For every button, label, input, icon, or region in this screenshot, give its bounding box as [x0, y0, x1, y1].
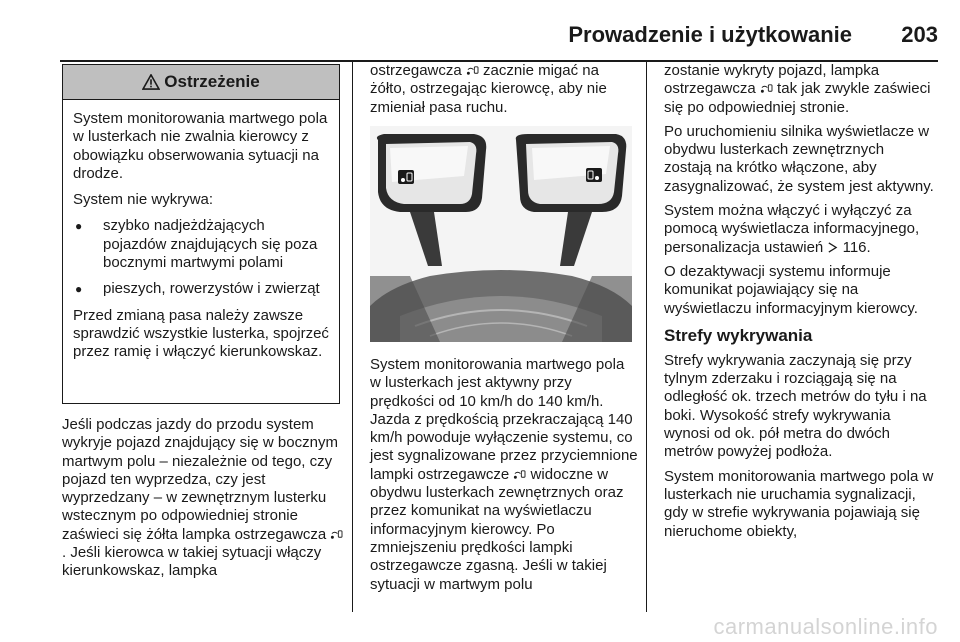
- paragraph: [370, 62, 638, 117]
- paragraph: System monitorowania martwego pola w lusterkach nie uruchamia sygnalizacji, gdy w strefie wykrywania pojawiają się nieruchome obiekty,: [664, 467, 934, 540]
- text-fragment: System można włączyć i wyłączyć za pomocą wyświetlacza informacyjnego, personalizacja ustawień: [664, 202, 920, 256]
- paragraph: Po uruchomieniu silnika wyświetlacze w obydwu lusterkach zewnętrznych zostają na krótko włączone, aby zasygnalizować, że system jest aktywny.: [664, 122, 934, 195]
- text-fragment: tak jak zwykle zaświeci się po odpowiedniej stronie.: [664, 80, 931, 116]
- column-1-text: [62, 416, 346, 587]
- page-reference-arrow-icon: [827, 242, 838, 253]
- warning-list: [73, 217, 329, 298]
- page-reference[interactable]: 116.: [842, 238, 871, 256]
- column-3-text: [664, 62, 934, 547]
- warning-header: [63, 65, 339, 100]
- warning-paragraph-2: System nie wykrywa:: [73, 191, 214, 209]
- page-number: 203: [901, 22, 938, 47]
- header-title: Prowadzenie i użytkowanie: [568, 22, 852, 47]
- mirror-illustration: [370, 126, 632, 342]
- text-fragment: . Jeśli kierowca w takiej sytuacji włączy kierunkowskaz, lampka: [62, 544, 322, 580]
- column-divider-1: [352, 62, 353, 612]
- section-heading: Strefy wykrywania: [664, 325, 813, 345]
- warning-list-item: ● szybko nadjeżdżających pojazdów znajdujących się poza bocznymi martwymi polami: [73, 217, 329, 272]
- text-fragment: zostanie wykryty pojazd, lampka ostrzegawcza: [664, 62, 880, 98]
- text-fragment: zacznie migać na żółto, ostrzegając kierowcę, aby nie zmieniał pasa ruchu.: [370, 62, 607, 116]
- blind-spot-warning-icon: [466, 65, 479, 76]
- text-fragment: System monitorowania martwego pola w lusterkach jest aktywny przy prędkości od 10 km/h do 140 km/h. Jazda z prędkością przekraczającą 140 km/h powoduje wyłączenie systemu, co jest sygnalizowane przez przyciemnione lampki ostrzegawcze: [370, 356, 638, 483]
- warning-heading: Ostrzeżenie: [164, 72, 260, 91]
- text-fragment: ostrzegawcza: [370, 62, 462, 79]
- warning-triangle-icon: [142, 74, 160, 90]
- paragraph: O dezaktywacji systemu informuje komunikat pojawiający się na wyświetlaczu informacyjnym kierowcy.: [664, 262, 918, 317]
- paragraph: [370, 356, 638, 594]
- text-fragment: Jeśli podczas jazdy do przodu system wykryje pojazd znajdujący się w bocznym martwym polu – niezależnie od tego, czy pojazd ten wyprzedza, czy jest wyprzedzany – w zewnętrznym lusterku wstecznym po odpowiedniej stronie zaświeci się żółta lampka ostrzegawcza: [62, 416, 338, 543]
- blind-spot-warning-icon: [513, 469, 526, 480]
- paragraph: [664, 202, 934, 257]
- warning-paragraph-3: Przed zmianą pasa należy zawsze sprawdzić wszystkie lusterka, spojrzeć przez ramię i włączyć kierunkowskaz.: [73, 306, 329, 361]
- column-2-text-top: [370, 62, 638, 123]
- warning-paragraph-1: System monitorowania martwego pola w lusterkach nie zwalnia kierowcy z obowiązku obserwowania sytuacji na drodze.: [73, 110, 328, 182]
- paragraph: Strefy wykrywania zaczynają się przy tylnym zderzaku i rozciągają się na odległość ok. trzech metrów do tyłu i na boki. Wysokość strefy wykrywania wynosi od ok. pół metra do dwóch metrów powyżej podłoża.: [664, 351, 927, 461]
- paragraph: [62, 416, 346, 581]
- column-2-text-bottom: [370, 356, 638, 600]
- column-divider-2: [646, 62, 647, 612]
- text-fragment: widoczne w obydwu lusterkach zewnętrznych oraz przez komunikat na wyświetlaczu informacyjnym kierowcy. Po zmniejszeniu prędkości lampki ostrzegawcze zgasną. Jeśli w takiej sytuacji w martwym polu: [370, 465, 624, 593]
- watermark: carmanualsonline.info: [713, 614, 938, 639]
- blind-spot-warning-icon: [760, 83, 773, 94]
- warning-box: [62, 64, 340, 404]
- paragraph: [664, 62, 934, 117]
- warning-list-item: ● pieszych, rowerzystów i zwierząt: [73, 280, 329, 298]
- blind-spot-warning-icon: [330, 529, 343, 540]
